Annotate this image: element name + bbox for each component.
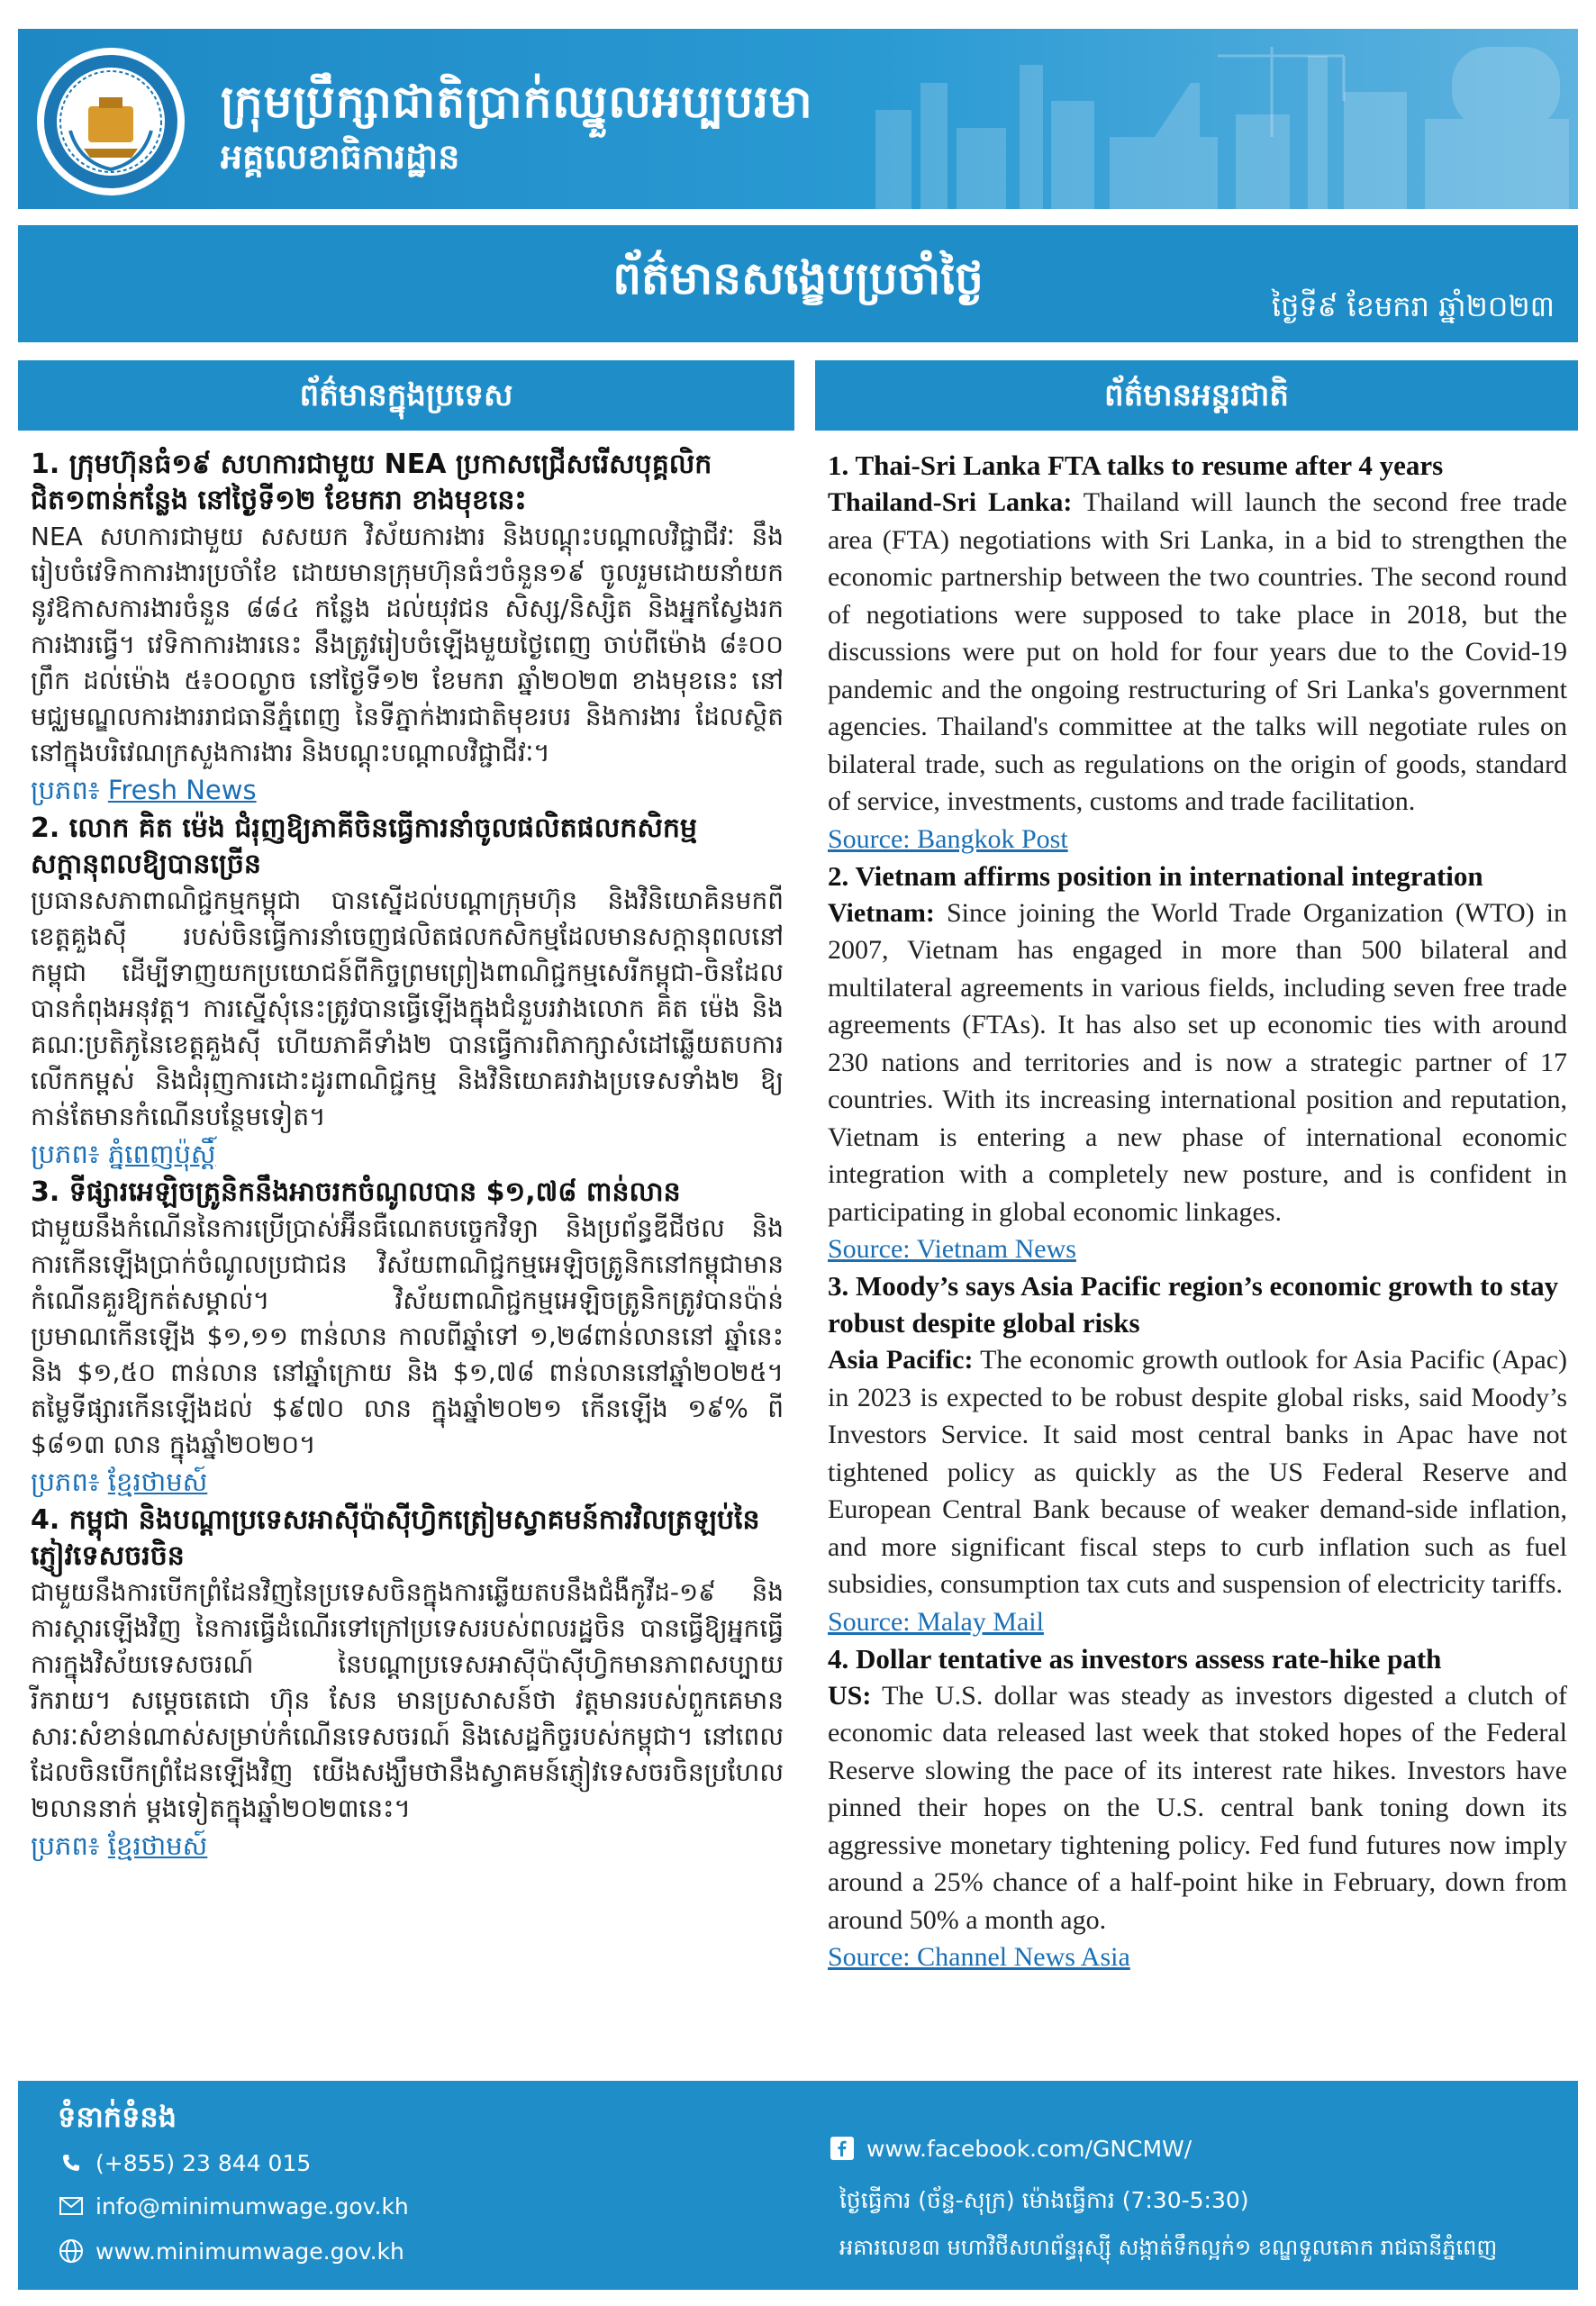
international-news-item: [828, 1267, 1567, 1640]
news-title: 2. លោក គិត ម៉េង ជំរុញឱ្យភាគីចិនធ្វើការនាំចូលផលិតផលកសិកម្មសក្ដានុពលឱ្យបានច្រើន: [31, 813, 697, 880]
news-title: 4. Dollar tentative as investors assess rate-hike path: [828, 1642, 1442, 1675]
news-source: [31, 1827, 784, 1865]
news-region: Vietnam:: [828, 897, 935, 928]
facebook-icon: [829, 2135, 856, 2162]
news-region: Asia Pacific:: [828, 1345, 974, 1375]
source-link[interactable]: Source: Channel News Asia: [828, 1942, 1130, 1972]
international-news-heading: ព័ត៌មានអន្តរជាតិ: [815, 360, 1578, 431]
email-address[interactable]: info@minimumwage.gov.kh: [95, 2193, 409, 2220]
news-body: [828, 484, 1567, 821]
international-news-item: [828, 858, 1567, 1268]
phone-row: [58, 2149, 311, 2176]
news-text: The economic growth outlook for Asia Pacific (Apac) in 2023 is expected to be robust despite global risks, said Moody’s Investors Service. It said most central banks in Apac have not tightened policy as quickly as the US Federal Reserve and European Central Bank because of weaker demand-side inflation, and more significant fiscal steps to curb inflation such as fuel subsidies, consumption tax cuts and suspension of electricity tariffs.: [828, 1345, 1567, 1599]
email-icon: [58, 2193, 85, 2220]
international-news-column: [815, 360, 1578, 1975]
news-source: [31, 1463, 784, 1501]
office-address-text: អគារលេខ៣ មហាវិថីសហព័ន្ធរុស្ស៊ី សង្កាត់ទឹកល្អក់១ ខណ្ឌទួលគោក រាជធានីភ្នំពេញ: [839, 2235, 1498, 2260]
news-body: ជាមួយនឹងការបើកព្រំដែនវិញនៃប្រទេសចិនក្នុងការឆ្លើយតបនឹងជំងឺកូវីដ-១៩ និងការស្ដារឡើងវិញ នៃការធ្វើដំណើរទៅក្រៅប្រទេសរបស់ពលរដ្ឋចិន បានធ្វើឱ្យអ្នកធ្វើការក្នុងវិស័យទេសចរណ៍ នៃបណ្ដាប្រទេសអាស៊ីប៉ាស៊ីហ្វិកមានភាពសប្បាយរីករាយ។ សម្ដេចតេជោ ហ៊ុន សែន មានប្រសាសន៍ថា វត្តមានរបស់ពួកគេមានសារៈសំខាន់ណាស់សម្រាប់កំណើនទេសចរណ៍ និងសេដ្ឋកិច្ចរបស់កម្ពុជា។ នៅពេលដែលចិនបើកព្រំដែនឡើងវិញ យើងសង្ឃឹមថានឹងស្វាគមន៍ភ្ញៀវទេសចរចិនប្រហែល ២លាននាក់ ម្ដងទៀតក្នុងឆ្នាំ២០២៣នេះ។: [31, 1577, 784, 1823]
news-source: [31, 1135, 784, 1173]
news-title: 4. កម្ពុជា និងបណ្ដាប្រទេសអាស៊ីប៉ាស៊ីហ្វិកត្រៀមស្វាគមន៍ការវិលត្រឡប់នៃភ្ញៀវទេសចរចិន: [31, 1504, 760, 1572]
news-body: ប្រធានសភាពាណិជ្ជកម្មកម្ពុជា បានស្នើដល់បណ្ដាក្រុមហ៊ុន និងវិនិយោគិនមកពីខេត្តគួងស៊ី របស់ចិនធ្វើការនាំចេញផលិតផលកសិកម្មដែលមានសក្ដានុពលនៅកម្ពុជា ដើម្បីទាញយកប្រយោជន៍ពីកិច្ចព្រមព្រៀងពាណិជ្ជកម្មសេរីកម្ពុជា-ចិនដែលបានកំពុងអនុវត្ត។ ការស្នើសុំនេះត្រូវបានធ្វើឡើងក្នុងជំនួបរវាងលោក គិត ម៉េង និងគណៈប្រតិភូនៃខេត្តគួងស៊ី ហើយភាគីទាំង២ បានធ្វើការពិភាក្សាសំដៅឆ្លើយតបការលើកកម្ពស់ និងជំរុញការដោះដូរពាណិជ្ជកម្ម និងវិនិយោគរវាងប្រទេសទាំង២ ឱ្យកាន់តែមានកំណើនបន្ថែមទៀត។: [31, 885, 784, 1131]
news-body: [828, 894, 1567, 1231]
source-link[interactable]: ខ្មែរថាមស៍: [107, 1466, 208, 1497]
source-link[interactable]: Source: Bangkok Post: [828, 823, 1068, 854]
bulletin-date: ថ្ងៃទី៩ ខែមករា ឆ្នាំ២០២៣: [1271, 289, 1555, 323]
news-text: Since joining the World Trade Organization (WTO) in 2007, Vietnam has engaged in more than 500 bilateral and multilateral agreements in various fields, including seven free trade agreements (FTAs). It has also set up economic ties with around 230 nations and territories and is now a strategic partner of 17 countries. With its increasing international position and reputation, Vietnam is entering a new phase of international economic integration with a completely new posture, and is confident in participating in global economic linkages.: [828, 897, 1568, 1227]
international-news-item: [828, 1640, 1567, 1976]
organization-subtitle: អគ្គលេខាធិការដ្ឋាន: [221, 137, 460, 177]
contact-title: ទំនាក់ទំនង: [58, 2100, 177, 2134]
source-label: ប្រភព៖: [31, 1139, 100, 1169]
domestic-news-item: [31, 447, 784, 809]
news-region: Thailand-Sri Lanka:: [828, 487, 1073, 517]
facebook-url[interactable]: www.facebook.com/GNCMW/: [866, 2135, 1192, 2162]
domestic-news-item: [31, 1175, 784, 1501]
domestic-news-item: [31, 1503, 784, 1865]
organization-title: ក្រុមប្រឹក្សាជាតិប្រាក់ឈ្នួលអប្បបរមា: [221, 76, 813, 128]
office-address: [839, 2234, 1497, 2265]
news-text: Thailand will launch the second free trade area (FTA) negotiations with Sri Lanka, in a bid to strengthen the economic partnership between the two countries. The second round of negotiations were supposed to take place in 2018, but the discussions were put on hold for four years due to the Covid-19 pandemic and the ongoing restructuring of Sri Lanka's government agencies. Thailand's committee at the talks will negotiate rules on bilateral trade, such as regulations on the origin of goods, standard of service, investments, customs and trade facilitation.: [828, 487, 1567, 816]
title-bar: [18, 225, 1578, 342]
header-banner: [18, 29, 1578, 209]
bulletin-title: ព័ត៌មានសង្ខេបប្រចាំថ្ងៃ: [612, 252, 984, 304]
news-title: 1. ក្រុមហ៊ុនធំ១៩ សហការជាមួយ NEA ប្រកាសជ្រើសរើសបុគ្គលិកជិត១ពាន់កន្លែង នៅថ្ងៃទី១២ ខែមករា ខាងមុខនេះ: [31, 449, 712, 516]
phone-number[interactable]: (+855) 23 844 015: [95, 2149, 312, 2176]
news-title: 1. Thai-Sri Lanka FTA talks to resume after 4 years: [828, 449, 1444, 481]
source-label: ប្រភព៖: [31, 775, 100, 805]
facebook-row: [829, 2135, 1192, 2162]
source-link[interactable]: ខ្មែរថាមស៍: [107, 1830, 208, 1861]
domestic-news-item: [31, 811, 784, 1173]
source-link[interactable]: Fresh News: [107, 775, 257, 805]
news-body: ជាមួយនឹងកំណើននៃការប្រើប្រាស់អ៊ីនធឺណេតបច្ចេកវិទ្យា និងប្រព័ន្ធឌីជីថល និងការកើនឡើងប្រាក់ចំណូលប្រជាជន វិស័យពាណិជ្ជកម្មអេឡិចត្រូនិកនៅកម្ពុជាមានកំណើនគួរឱ្យកត់សម្គាល់។ វិស័យពាណិជ្ជកម្មអេឡិចត្រូនិកត្រូវបានប៉ាន់ប្រមាណកើនឡើង $១,១១ ពាន់លាន កាលពីឆ្នាំទៅ ១,២៨ពាន់លាននៅ ឆ្នាំនេះ និង $១,៥០ ពាន់លាន នៅឆ្នាំក្រោយ និង $១,៧៨ ពាន់លាននៅឆ្នាំ២០២៥។ តម្លៃទីផ្សារកើនឡើងដល់ $៩៧០ លាន ក្នុងឆ្នាំ២០២១ កើនឡើង ១៩% ពី $៨១៣ លាន ក្នុងឆ្នាំ២០២០។: [31, 1213, 784, 1459]
news-source: [31, 771, 784, 809]
globe-icon: [58, 2238, 85, 2265]
source-label: ប្រភព៖: [31, 1466, 100, 1497]
phone-icon: [58, 2149, 85, 2176]
news-text: The U.S. dollar was steady as investors digested a clutch of economic data released last week that stoked hopes of the Federal Reserve slowing the pace of its interest rate hikes. Investors have pinned their hopes on the U.S. central bank toning down its aggressive monetary tightening policy. Fed fund futures now imply around a 25% chance of a half-point hike in February, down from around 50% a month ago.: [828, 1680, 1567, 1935]
office-hours: [839, 2187, 1249, 2220]
domestic-news-column: [18, 360, 794, 1866]
source-link[interactable]: Source: Malay Mail: [828, 1606, 1044, 1637]
news-body: [828, 1341, 1567, 1603]
port-skyline-illustration: [767, 29, 1578, 209]
website-row: [58, 2238, 404, 2265]
news-body: NEA សហការជាមួយ សសយក វិស័យការងារ និងបណ្ដុះបណ្ដាលវិជ្ជាជីវៈ នឹងរៀបចំវេទិកាការងារប្រចាំខែ ដោយមានក្រុមហ៊ុនធំៗចំនួន១៩ ចូលរួមដោយនាំយកនូវឱកាសការងារចំនួន ៨៨៤ កន្លែង ដល់យុវជន សិស្ស/និស្សិត និងអ្នកស្វែងរកការងារធ្វើ។ វេទិកាការងារនេះ នឹងត្រូវរៀបចំឡើងមួយថ្ងៃពេញ ចាប់ពីម៉ោង ៨៖០០ ព្រឹក ដល់ម៉ោង ៥៖០០ល្ងាច នៅថ្ងៃទី១២ ខែមករា ឆ្នាំ២០២៣ ខាងមុខនេះ នៅមជ្ឈមណ្ឌលការងាររាជធានីភ្នំពេញ នៃទីភ្នាក់ងារជាតិមុខរបរ និងការងារ ដែលស្ថិតនៅក្នុងបរិវេណក្រសួងការងារ និងបណ្ដុះបណ្ដាលវិជ្ជាជីវៈ។: [31, 522, 784, 767]
office-hours-text: ថ្ងៃធ្វើការ (ច័ន្ទ-សុក្រ) ម៉ោងធ្វើការ (7:30-5:30): [839, 2187, 1249, 2213]
ncmw-logo: [34, 45, 187, 198]
news-body: [828, 1677, 1567, 1939]
international-news-item: [828, 447, 1567, 858]
news-region: US:: [828, 1680, 872, 1711]
news-title: 3. ទីផ្សារអេឡិចត្រូនិកនឹងអាចរកចំណូលបាន $១,៧៨ ពាន់លាន: [31, 1176, 681, 1208]
source-link[interactable]: ភ្នំពេញប៉ុស្តិ៍: [107, 1139, 216, 1169]
news-title: 3. Moody’s says Asia Pacific region’s economic growth to stay robust despite global risks: [828, 1270, 1559, 1339]
email-row: [58, 2193, 409, 2220]
domestic-news-heading: ព័ត៌មានក្នុងប្រទេស: [18, 360, 794, 431]
website-url[interactable]: www.minimumwage.gov.kh: [95, 2238, 404, 2265]
footer: [18, 2081, 1578, 2290]
source-label: ប្រភព៖: [31, 1830, 100, 1861]
news-title: 2. Vietnam affirms position in international integration: [828, 859, 1483, 892]
source-link[interactable]: Source: Vietnam News: [828, 1234, 1076, 1264]
